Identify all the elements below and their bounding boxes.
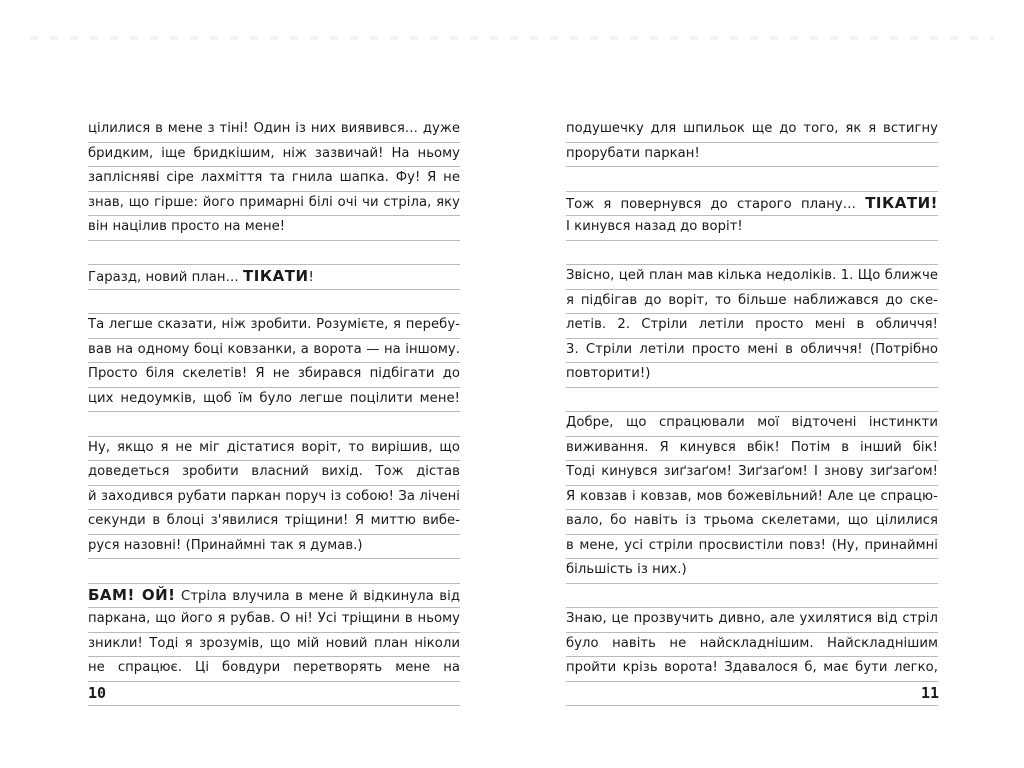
text-line (566, 633, 938, 658)
text-line (566, 535, 938, 560)
text-line (88, 657, 460, 682)
blank-ruled-line (566, 584, 938, 609)
text-line (88, 608, 460, 633)
line-text: прорубати паркан! (566, 145, 700, 161)
text-line (566, 265, 938, 290)
text-line (88, 265, 460, 290)
text-line (88, 167, 460, 192)
line-text: Знаю, це прозвучить дивно, але ухилятися від стріл (566, 611, 938, 626)
line-text: й заходився рубати паркан поруч із собою! За лічені (88, 488, 460, 504)
text-line (566, 657, 938, 682)
line-text: в мене, усі стріли просвистіли повз! (Ну, принаймні (566, 537, 938, 553)
line-text: повторити!) (566, 366, 651, 381)
left-page (88, 118, 460, 706)
text-line (566, 412, 938, 437)
text-line (566, 216, 938, 241)
text-line (88, 633, 460, 658)
text-line (566, 437, 938, 462)
line-text: Гаразд, новий план… (88, 270, 244, 285)
line-text: більшість із них.) (566, 562, 687, 577)
blank-ruled-line (88, 412, 460, 437)
text-line (566, 290, 938, 315)
line-text: летів. 2. Стріли летіли просто мені в обличчя! (566, 317, 938, 332)
text-line (88, 339, 460, 364)
line-text: Просто біля скелетів! Я не збирався підбігати до (88, 366, 460, 381)
text-line (88, 363, 460, 388)
line-text: Тоді кинувся зиґзаґом! Зиґзаґом! І знову зиґзаґом! (566, 464, 938, 479)
line-text: Звісно, цей план мав кілька недоліків. 1. Що ближче (566, 268, 938, 283)
text-line (566, 118, 938, 143)
line-text: Ну, якщо я не міг дістатися воріт, то вирішив, що (88, 439, 460, 455)
text-line (88, 461, 460, 486)
line-text: секунди в блоці з'явилися тріщини! Я миттю вибе- (88, 513, 460, 528)
blank-ruled-line (566, 682, 938, 707)
line-text: 3. Стріли летіли просто мені в обличчя! (Потрібно (566, 341, 938, 357)
line-text: цих недоумків, щоб їм було легше поцілити мене! (88, 390, 460, 406)
text-line (566, 559, 938, 584)
line-text: цілилися в мене з тіні! Один із них виявився… дуже (88, 121, 460, 136)
text-line (566, 314, 938, 339)
right-page-number: 11 (921, 684, 940, 702)
text-line (88, 143, 460, 168)
text-line (88, 437, 460, 462)
line-text: я підбігав до воріт, то більше наближався до ске- (566, 292, 938, 308)
line-text: пройти крізь ворота! Здавалося б, має бути легко, (566, 660, 938, 675)
text-line (88, 510, 460, 535)
blank-ruled-line (88, 559, 460, 584)
blank-ruled-line (566, 167, 938, 192)
blank-ruled-line (88, 241, 460, 266)
text-line (88, 118, 460, 143)
text-line (88, 314, 460, 339)
line-text: вало, бо навіть із трьома скелетами, що цілилися (566, 513, 938, 528)
line-text-after: ! (308, 270, 314, 285)
text-line (88, 486, 460, 511)
line-text: Стріла влучила в мене й відкинула від (175, 588, 460, 604)
line-text: доведеться зробити власний вихід. Тож дістав (88, 464, 460, 479)
text-line (88, 192, 460, 217)
line-text: знав, що гірше: його примарні білі очі чи стріла, яку (88, 194, 460, 210)
line-text: Та легше сказати, ніж зробити. Розумієте, я перебу- (88, 317, 460, 332)
line-text: Я ковзав і ковзав, мов божевільний! Але це спрацю- (566, 488, 938, 504)
text-line (88, 216, 460, 241)
text-line (566, 486, 938, 511)
text-line (566, 143, 938, 168)
text-line (88, 584, 460, 609)
shout-text: БАМ! ОЙ! (88, 585, 176, 604)
shout-text: ТІКАТИ (243, 267, 309, 285)
line-text: заплісняві сіре лахміття та гнила шапка. Фу! Я не (88, 170, 460, 185)
line-text: не спрацює. Ці бовдури перетворять мене на (88, 660, 460, 675)
shout-text: ТІКАТИ! (865, 193, 938, 212)
text-line (566, 192, 938, 217)
text-line (566, 461, 938, 486)
text-line (566, 608, 938, 633)
line-text: Тож я повернувся до старого плану… (566, 196, 866, 212)
line-text: зникли! Тоді я зрозумів, що мій новий план ніколи (88, 635, 460, 651)
line-text: руся назовні! (Принаймні так я думав.) (88, 537, 363, 553)
blank-ruled-line (566, 388, 938, 413)
blank-ruled-line (88, 682, 460, 707)
blank-ruled-line (566, 241, 938, 266)
text-line (566, 510, 938, 535)
left-page-number: 10 (88, 684, 107, 702)
text-line (566, 363, 938, 388)
text-line (88, 388, 460, 413)
blank-ruled-line (88, 290, 460, 315)
line-text: було навіть не найскладнішим. Найскладнішим (566, 635, 938, 651)
text-line (566, 339, 938, 364)
right-page (566, 118, 938, 706)
line-text: бридким, іще бридкішим, ніж зазвичай! На ньому (88, 145, 460, 161)
line-text: подушечку для шпильок ще до того, як я встигну (566, 121, 938, 136)
top-edge-dashes (30, 36, 994, 40)
line-text: Добре, що спрацювали мої відточені інстинкти (566, 415, 938, 430)
text-line (88, 535, 460, 560)
line-text: паркана, що його я рубав. О ні! Усі тріщини в ньому (88, 611, 460, 626)
line-text: він націлив просто на мене! (88, 219, 286, 234)
line-text: виживання. Я кинувся вбік! Потім в інший бік! (566, 439, 938, 455)
line-text: І кинувся назад до воріт! (566, 219, 743, 234)
line-text: вав на одному боці ковзанки, а ворота — на іншому. (88, 341, 460, 357)
